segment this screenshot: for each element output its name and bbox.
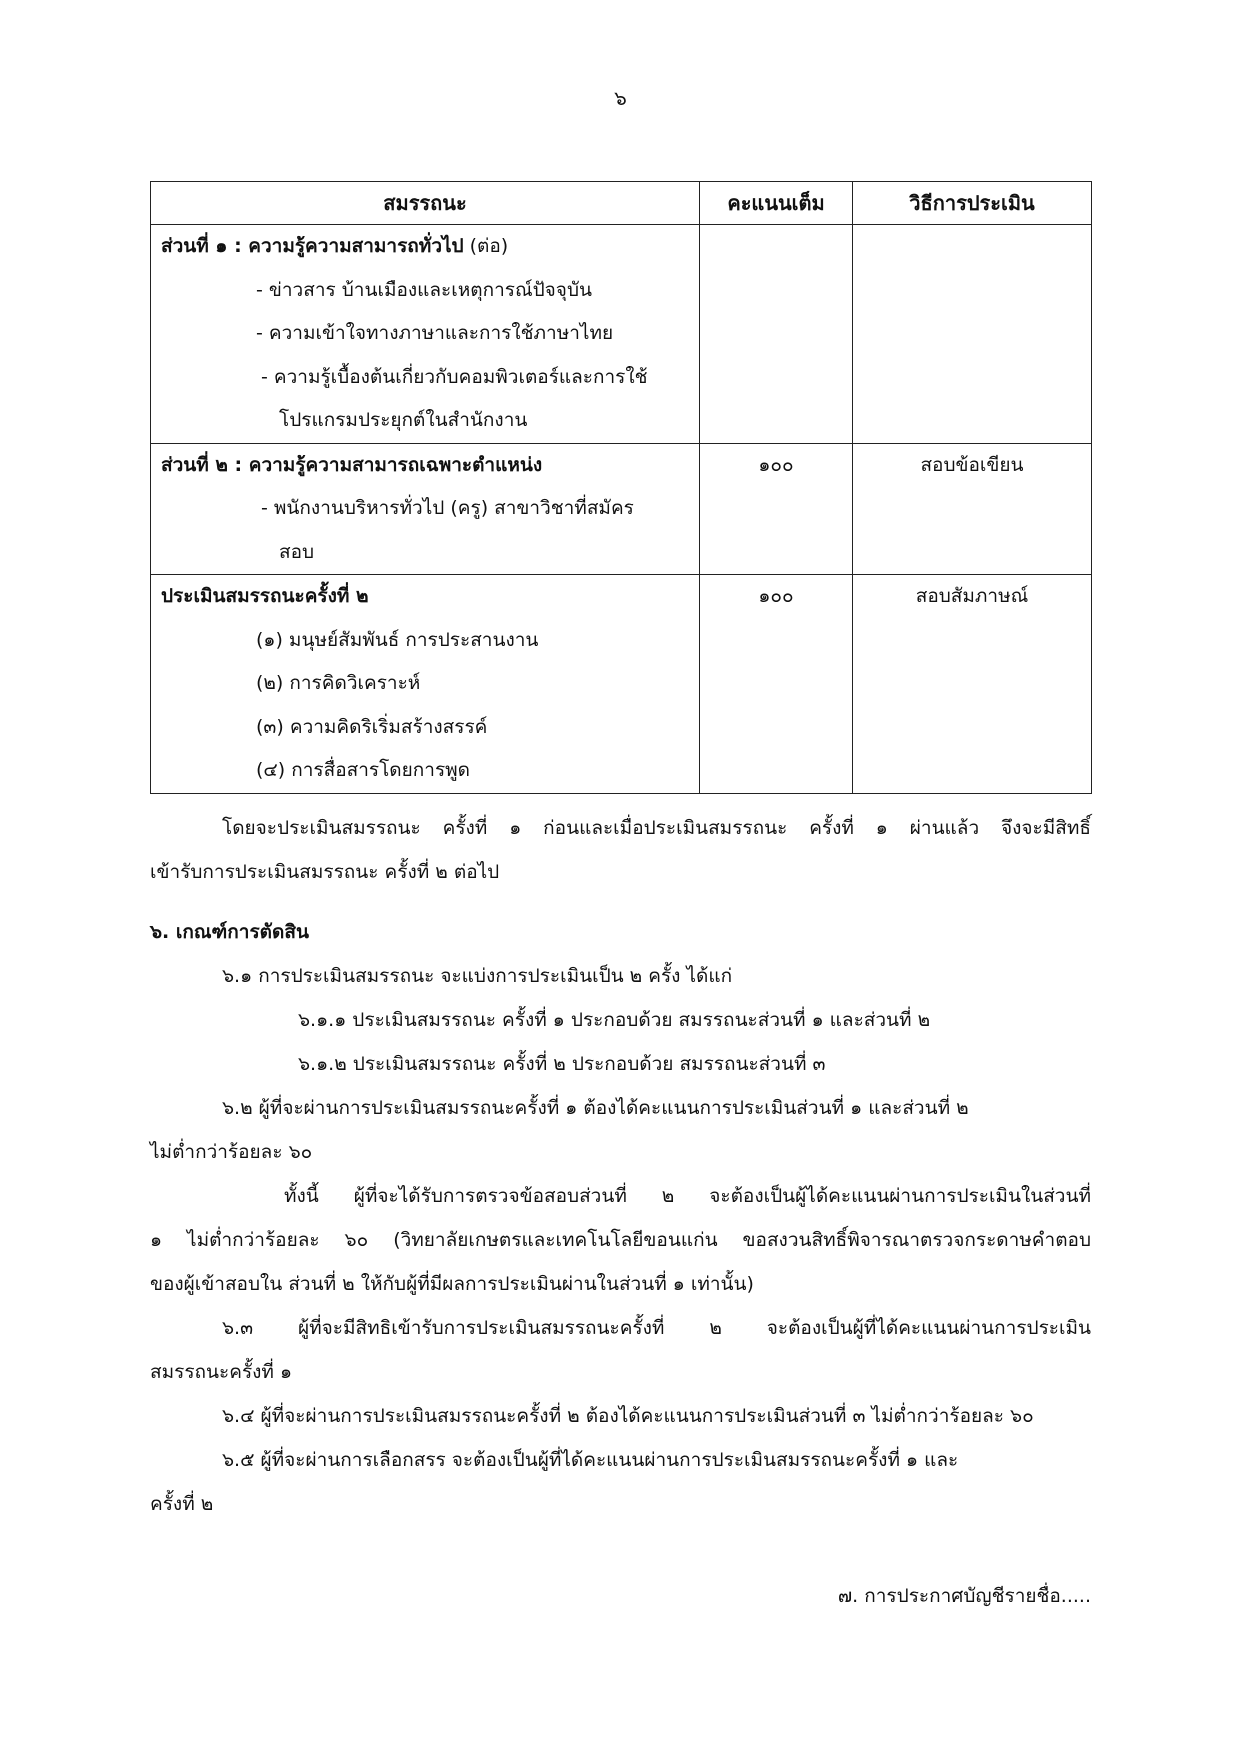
criteria-6-2-line-2: ไม่ต่ำกว่าร้อยละ ๖๐	[150, 1141, 313, 1163]
table-row-section-2	[151, 443, 1092, 575]
section-3-score: ๑๐๐	[758, 585, 794, 607]
table-header-row	[151, 182, 1092, 225]
section-3-competency	[151, 575, 700, 794]
section-3-title: ประเมินสมรรถนะครั้งที่ ๒	[161, 585, 369, 607]
section-3-item: (๑) มนุษย์สัมพันธ์ การประสานงาน	[256, 628, 539, 651]
section-1-title-suffix: (ต่อ)	[463, 235, 509, 257]
section-1-method	[853, 225, 1092, 444]
section-2-method: สอบข้อเขียน	[920, 453, 1024, 476]
section-2-score: ๑๐๐	[758, 453, 794, 476]
section-2-competency	[151, 443, 700, 575]
criteria-6-5-line-1: ๖.๕ ผู้ที่จะผ่านการเลือกสรร จะต้องเป็นผู้ที่ได้คะแนนผ่านการประเมินสมรรถนะครั้งที่ ๑ และ	[222, 1449, 959, 1471]
criteria-6-1-2: ๖.๑.๒ ประเมินสมรรถนะ ครั้งที่ ๒ ประกอบด้วย สมรรถนะส่วนที่ ๓	[298, 1053, 826, 1075]
criteria-6-5-line-2: ครั้งที่ ๒	[150, 1493, 214, 1515]
section-1-competency	[151, 225, 700, 444]
criteria-6-3-line-1: ๖.๓ ผู้ที่จะมีสิทธิเข้ารับการประเมินสมรรถนะครั้งที่ ๒ จะต้องเป็นผู้ที่ได้คะแนนผ่านการประเมิน	[222, 1317, 1091, 1339]
criteria-heading: ๖. เกณฑ์การตัดสิน	[150, 921, 309, 943]
page-number: ๖	[614, 86, 627, 110]
criteria-6-2-line-1: ๖.๒ ผู้ที่จะผ่านการประเมินสมรรถนะครั้งที่ ๑ ต้องได้คะแนนการประเมินส่วนที่ ๑ และส่วนที่ ๒	[222, 1097, 969, 1119]
header-competency: สมรรถนะ	[151, 182, 700, 225]
criteria-6-1: ๖.๑ การประเมินสมรรถนะ จะแบ่งการประเมินเป็น ๒ ครั้ง ได้แก่	[222, 965, 733, 987]
section-1-item: - ข่าวสาร บ้านเมืองและเหตุการณ์ปัจจุบัน	[256, 278, 592, 301]
section-3-method: สอบสัมภาษณ์	[915, 585, 1029, 607]
note-line-2: เข้ารับการประเมินสมรรถนะ ครั้งที่ ๒ ต่อไป	[150, 861, 500, 883]
header-full-score: คะแนนเต็ม	[700, 182, 853, 225]
section-1-item: - ความเข้าใจทางภาษาและการใช้ภาษาไทย	[256, 322, 614, 344]
criteria-6-1-1: ๖.๑.๑ ประเมินสมรรถนะ ครั้งที่ ๑ ประกอบด้วย สมรรถนะส่วนที่ ๑ และส่วนที่ ๒	[298, 1009, 931, 1031]
section-1-score	[700, 225, 853, 444]
section-3-item: (๔) การสื่อสารโดยการพูด	[256, 759, 471, 781]
note-line-1: โดยจะประเมินสมรรถนะ ครั้งที่ ๑ ก่อนและเมื่อประเมินสมรรถนะ ครั้งที่ ๑ ผ่านแล้ว จึงจะมีสิทธิ์	[222, 817, 1091, 839]
section-2-title: ส่วนที่ ๒ : ความรู้ความสามารถเฉพาะตำแหน่ง	[161, 453, 543, 476]
section-3-item: (๒) การคิดวิเคราะห์	[256, 672, 421, 694]
competency-table	[150, 181, 1092, 794]
section-2-method-cell	[853, 443, 1092, 575]
section-2-item: สอบ	[279, 540, 315, 563]
criteria-6-3-line-2: สมรรถนะครั้งที่ ๑	[150, 1361, 293, 1383]
section-1-title: ส่วนที่ ๑ : ความรู้ความสามารถทั่วไป	[161, 235, 464, 257]
criteria-6-4: ๖.๔ ผู้ที่จะผ่านการประเมินสมรรถนะครั้งที่ ๒ ต้องได้คะแนนการประเมินส่วนที่ ๓ ไม่ต่ำกว่าร้อยละ ๖๐	[222, 1405, 1034, 1427]
criteria-6-2-note-line-3: ของผู้เข้าสอบใน ส่วนที่ ๒ ให้กับผู้ที่มีผลการประเมินผ่านในส่วนที่ ๑ เท่านั้น)	[150, 1273, 754, 1295]
table-row-section-3	[151, 575, 1092, 794]
section-3-method-cell	[853, 575, 1092, 794]
continued-next-page: ๗. การประกาศบัญชีรายชื่อ.....	[837, 1585, 1091, 1607]
section-3-score-cell	[700, 575, 853, 794]
section-1-item: โปรแกรมประยุกต์ในสำนักงาน	[279, 409, 528, 431]
section-2-item: - พนักงานบริหารทั่วไป (ครู) สาขาวิชาที่สมัคร	[261, 497, 634, 519]
table-row-section-1	[151, 225, 1092, 444]
criteria-6-2-note-line-1: ทั้งนี้ ผู้ที่จะได้รับการตรวจข้อสอบส่วนที่ ๒ จะต้องเป็นผู้ได้คะแนนผ่านการประเมินในส่วนที่	[284, 1185, 1091, 1207]
criteria-6-2-note-line-2: ๑ ไม่ต่ำกว่าร้อยละ ๖๐ (วิทยาลัยเกษตรและเทคโนโลยีขอนแก่น ขอสงวนสิทธิ์พิจารณาตรวจกระดาษคำตอบ	[150, 1229, 1091, 1251]
section-2-score-cell	[700, 443, 853, 575]
header-method: วิธีการประเมิน	[853, 182, 1092, 225]
section-3-item: (๓) ความคิดริเริ่มสร้างสรรค์	[256, 715, 488, 738]
section-1-item: - ความรู้เบื้องต้นเกี่ยวกับคอมพิวเตอร์และการใช้	[261, 365, 648, 388]
